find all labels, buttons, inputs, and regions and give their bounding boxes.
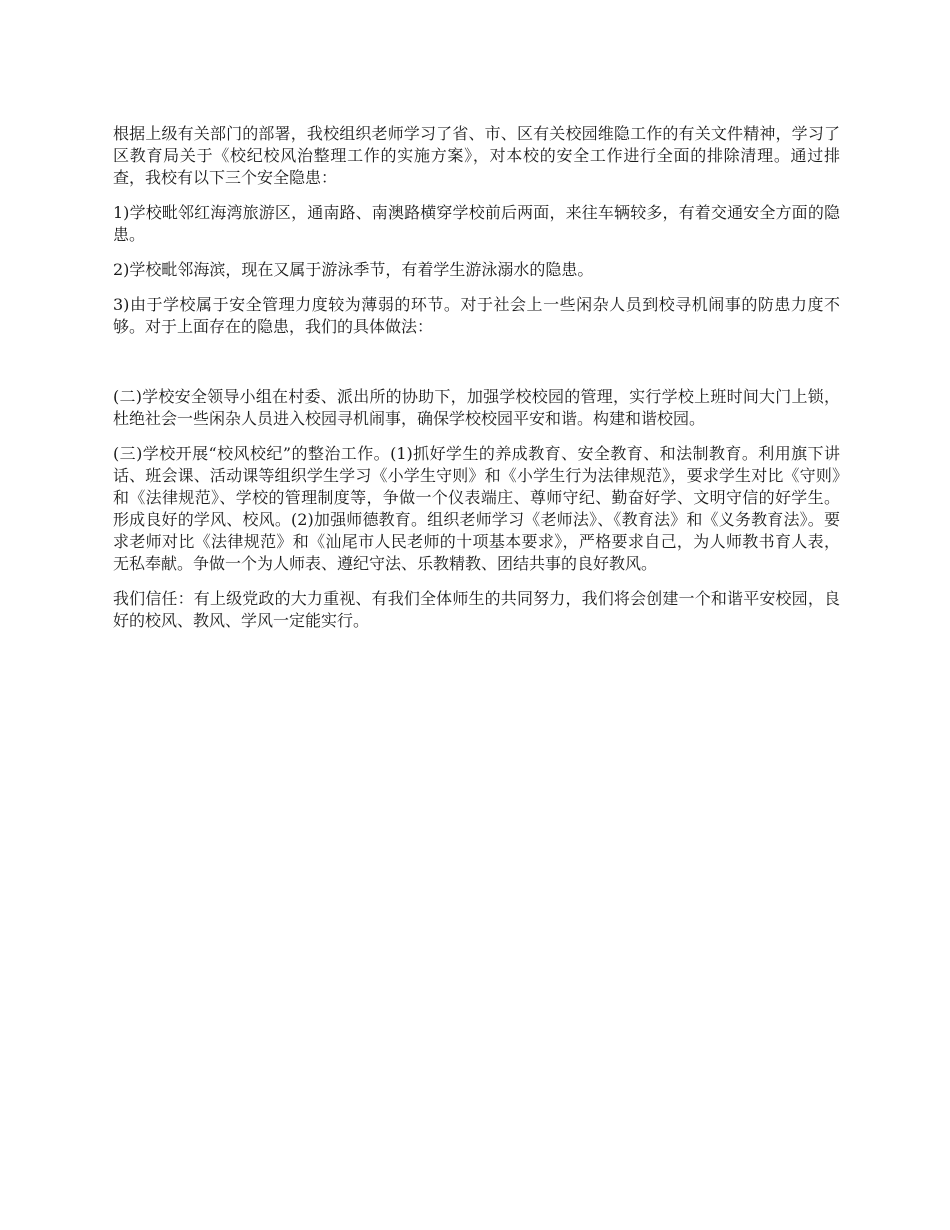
paragraph-hazard-3: 3)由于学校属于安全管理力度较为薄弱的环节。对于社会上一些闲杂人员到校寻机闹事的防患力度不够。对于上面存在的隐患，我们的具体做法： bbox=[113, 295, 840, 336]
paragraph-intro: 根据上级有关部门的部署，我校组织老师学习了省、市、区有关校园维隐工作的有关文件精神，学习了区教育局关于《校纪校风治整理工作的实施方案》，对本校的安全工作进行全面的排除清理。通过排查，我校有以下三个安全隐患： bbox=[113, 124, 840, 187]
paragraph-measure-2: (二)学校安全领导小组在村委、派出所的协助下，加强学校校园的管理，实行学校上班时间大门上锁，杜绝社会一些闲杂人员进入校园寻机闹事，确保学校校园平安和谐。构建和谐校园。 bbox=[113, 387, 840, 428]
paragraph-hazard-1: 1)学校毗邻红海湾旅游区，通南路、南澳路横穿学校前后两面，来往车辆较多，有着交通安全方面的隐患。 bbox=[113, 203, 840, 244]
document-page bbox=[113, 123, 840, 645]
paragraph-conclusion: 我们信任：有上级党政的大力重视、有我们全体师生的共同努力，我们将会创建一个和谐平安校园，良好的校风、教风、学风一定能实行。 bbox=[113, 589, 840, 630]
paragraph-hazard-2: 2)学校毗邻海滨，现在又属于游泳季节，有着学生游泳溺水的隐患。 bbox=[113, 260, 594, 279]
blank-space bbox=[113, 351, 840, 386]
paragraph-measure-3: (三)学校开展“校风校纪”的整治工作。(1)抓好学生的养成教育、安全教育、和法制教育。利用旗下讲话、班会课、活动课等组织学生学习《小学生守则》和《小学生行为法律规范》，要求学生对比《守则》和《法律规范》、学校的管理制度等，争做一个仪表端庄、尊师守纪、勤奋好学、文明守信的好学生。形成良好的学风、校风。(2)加强师德教育。组织老师学习《老师法》、《教育法》和《义务教育法》。要求老师对比《法律规范》和《汕尾市人民老师的十项基本要求》，严格要求自己，为人师教书育人表，无私奉献。争做一个为人师表、遵纪守法、乐教精教、团结共事的良好教风。 bbox=[113, 444, 840, 573]
